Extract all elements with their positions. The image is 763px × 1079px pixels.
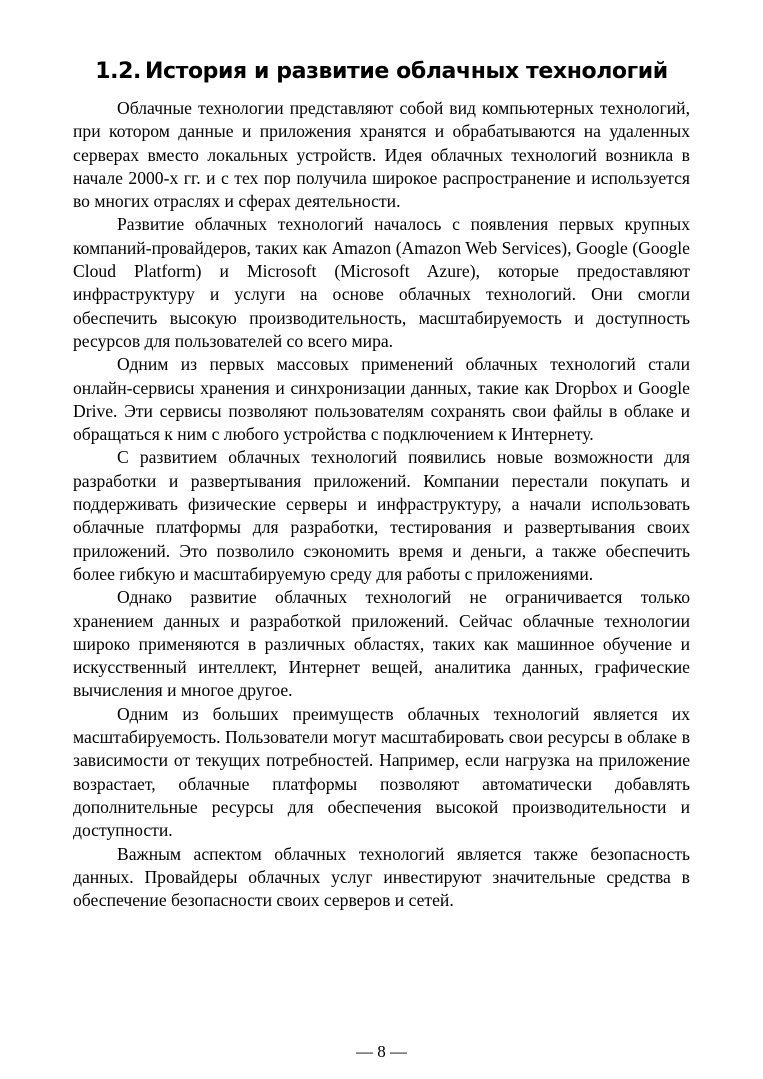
paragraph-5: Однако развитие облачных технологий не ограничивается только хранением данных и разработкой приложений. Сейчас облачные технологии широко применяются в различных областях, таких как машинное обучение и искусственный интеллект, Интернет вещей, аналитика данных, графические вычисления и многое другое. bbox=[73, 587, 690, 701]
section-title: История и развитие облачных технологий bbox=[144, 59, 668, 84]
page-number: — 8 — bbox=[356, 1042, 407, 1061]
paragraph-7: Важным аспектом облачных технологий является также безопасность данных. Провайдеры облачных услуг инвестируют значительные средства в обеспечение безопасности своих серверов и сетей. bbox=[73, 843, 690, 911]
section-heading bbox=[70, 58, 693, 86]
paragraph-3: Одним из первых массовых применений облачных технологий стали онлайн-сервисы хранения и синхронизации данных, такие как Dropbox и Google Drive. Эти сервисы позволяют пользователям сохранять свои файлы в облаке и обращаться к ним с любого устройства с подключением к Интернету. bbox=[73, 354, 690, 445]
paragraph-2: Развитие облачных технологий началось с появления первых крупных компаний-провайдеров, таких как Amazon (Amazon Web Services), Google (Google Cloud Platform) и Microsoft (Microsoft Azure), которые предоставляют инфраструктуру и услуги на основе облачных технологий. Они смогли обеспечить высокую производительность, масштабируемость и доступность ресурсов для пользователей со всего мира. bbox=[73, 214, 690, 351]
body-text bbox=[73, 97, 690, 912]
section-number: 1.2. bbox=[95, 59, 141, 84]
paragraph-6: Одним из больших преимуществ облачных технологий является их масштабируемость. Пользователи могут масштабировать свои ресурсы в облаке в зависимости от текущих потребностей. Например, если нагрузка на приложение возрастает, облачные платформы позволяют автоматически добавлять дополнительные ресурсы для обеспечения высокой производительности и доступности. bbox=[73, 703, 690, 841]
paragraph-1: Облачные технологии представляют собой вид компьютерных технологий, при котором данные и приложения хранятся и обрабатываются на удаленных серверах вместо локальных устройств. Идея облачных технологий возникла в начале 2000-х гг. и с тех пор получила широкое распространение и используется во многих отраслях и сферах деятельности. bbox=[73, 98, 690, 212]
paragraph-4: С развитием облачных технологий появились новые возможности для разработки и развертывания приложений. Компании перестали покупать и поддерживать физические серверы и инфраструктуру, а начали использовать облачные платформы для разработки, тестирования и развертывания своих приложений. Это позволило сэкономить время и деньги, а также обеспечить более гибкую и масштабируемую среду для работы с приложениями. bbox=[73, 447, 690, 584]
